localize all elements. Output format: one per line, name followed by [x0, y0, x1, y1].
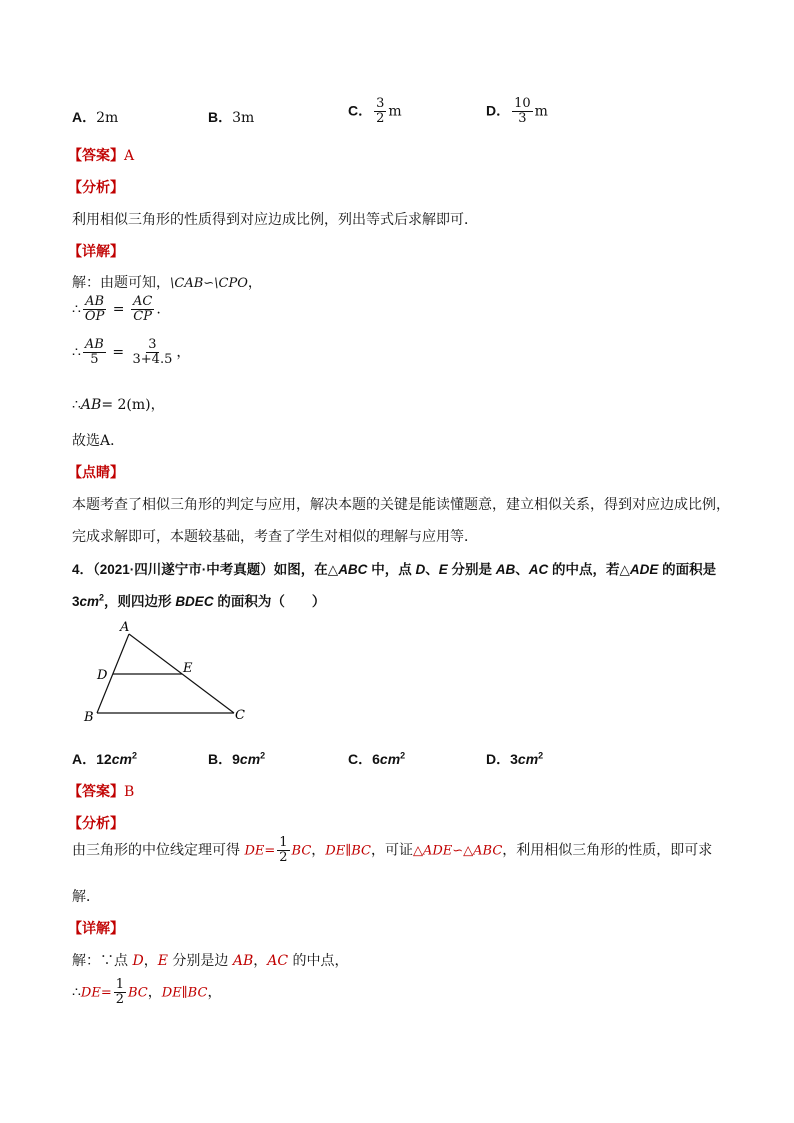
- q4-analysis-line2: 解．: [72, 889, 100, 905]
- q3-detail-line1: 解：由题可知，\CAB∽\CPO，: [72, 275, 262, 291]
- triangle-figure: [80, 615, 255, 725]
- q4-analysis-label: 【分析】: [68, 816, 124, 832]
- q4-analysis-line1: 由三角形的中位线定理可得 DE= $\frac{1}{2}$ BC，DE∥BC，可证△ADE∽△ABC，利用相似三角形的性质，即可求: [72, 835, 713, 865]
- label-d: D: [97, 668, 108, 683]
- q3-option-b: B．3m: [208, 109, 255, 126]
- q3-option-a: A．2m: [72, 109, 119, 126]
- q3-analysis-label: 【分析】: [68, 180, 124, 196]
- q3-equation-3: ∴AB= 2(m)，: [72, 397, 165, 413]
- label-b: B: [84, 710, 94, 725]
- fraction: $\frac{10}{3}$: [514, 96, 531, 126]
- q3-comment-label: 【点睛】: [68, 465, 124, 481]
- q3-option-c: C． $\frac{3}{2}$ m: [348, 96, 402, 126]
- q4-option-b: B．$9cm^2$: [208, 750, 266, 767]
- q4-option-c: C．$6cm^2$: [348, 750, 406, 767]
- q3-detail-label: 【详解】: [68, 244, 124, 260]
- q4-detail-line2: ∴DE= $\frac{1}{2}$ BC，DE∥BC，: [72, 977, 222, 1007]
- q4-option-d: D．$3cm^2$: [486, 750, 544, 767]
- label-e: E: [183, 661, 193, 676]
- q4-stem-line1: 4．（2021·四川遂宁市·中考真题）如图，在△ABC 中，点 D、E 分别是 AB、AC 的中点，若△ADE 的面积是: [72, 562, 717, 577]
- label-a: A: [120, 620, 130, 635]
- q3-choose: 故选A．: [72, 433, 125, 449]
- q3-comment-line1: 本题考查了相似三角形的判定与应用，解决本题的关键是能读懂题意，建立相似关系，得到对应边成比例，: [72, 497, 730, 513]
- fraction: $\frac{3}{2}$: [376, 96, 385, 126]
- q3-option-d: D． $\frac{10}{3}$ m: [486, 96, 548, 126]
- q3-equation-2: ∴ $\frac{AB}{5}$ = $\frac{3}{3+4.5}$ ，: [72, 337, 191, 367]
- label-c: C: [235, 708, 245, 723]
- q4-detail-line1: 解：∵点 D，E 分别是边 AB，AC 的中点，: [72, 953, 349, 969]
- q3-answer: 【答案】A: [68, 148, 135, 164]
- q3-analysis-text: 利用相似三角形的性质得到对应边成比例，列出等式后求解即可．: [72, 212, 478, 228]
- q3-comment-line2: 完成求解即可，本题较基础，考查了学生对相似的理解与应用等．: [72, 529, 478, 545]
- q4-stem-line2: $3cm^2$，则四边形 BDEC 的面积为（ ）: [72, 592, 326, 609]
- q3-equation-1: ∴ $\frac{AB}{OP}$ = $\frac{AC}{CP}$ .: [72, 294, 161, 324]
- q4-option-a: A．$12cm^2$: [72, 750, 137, 767]
- q4-answer: 【答案】B: [68, 784, 135, 800]
- q4-detail-label: 【详解】: [68, 921, 124, 937]
